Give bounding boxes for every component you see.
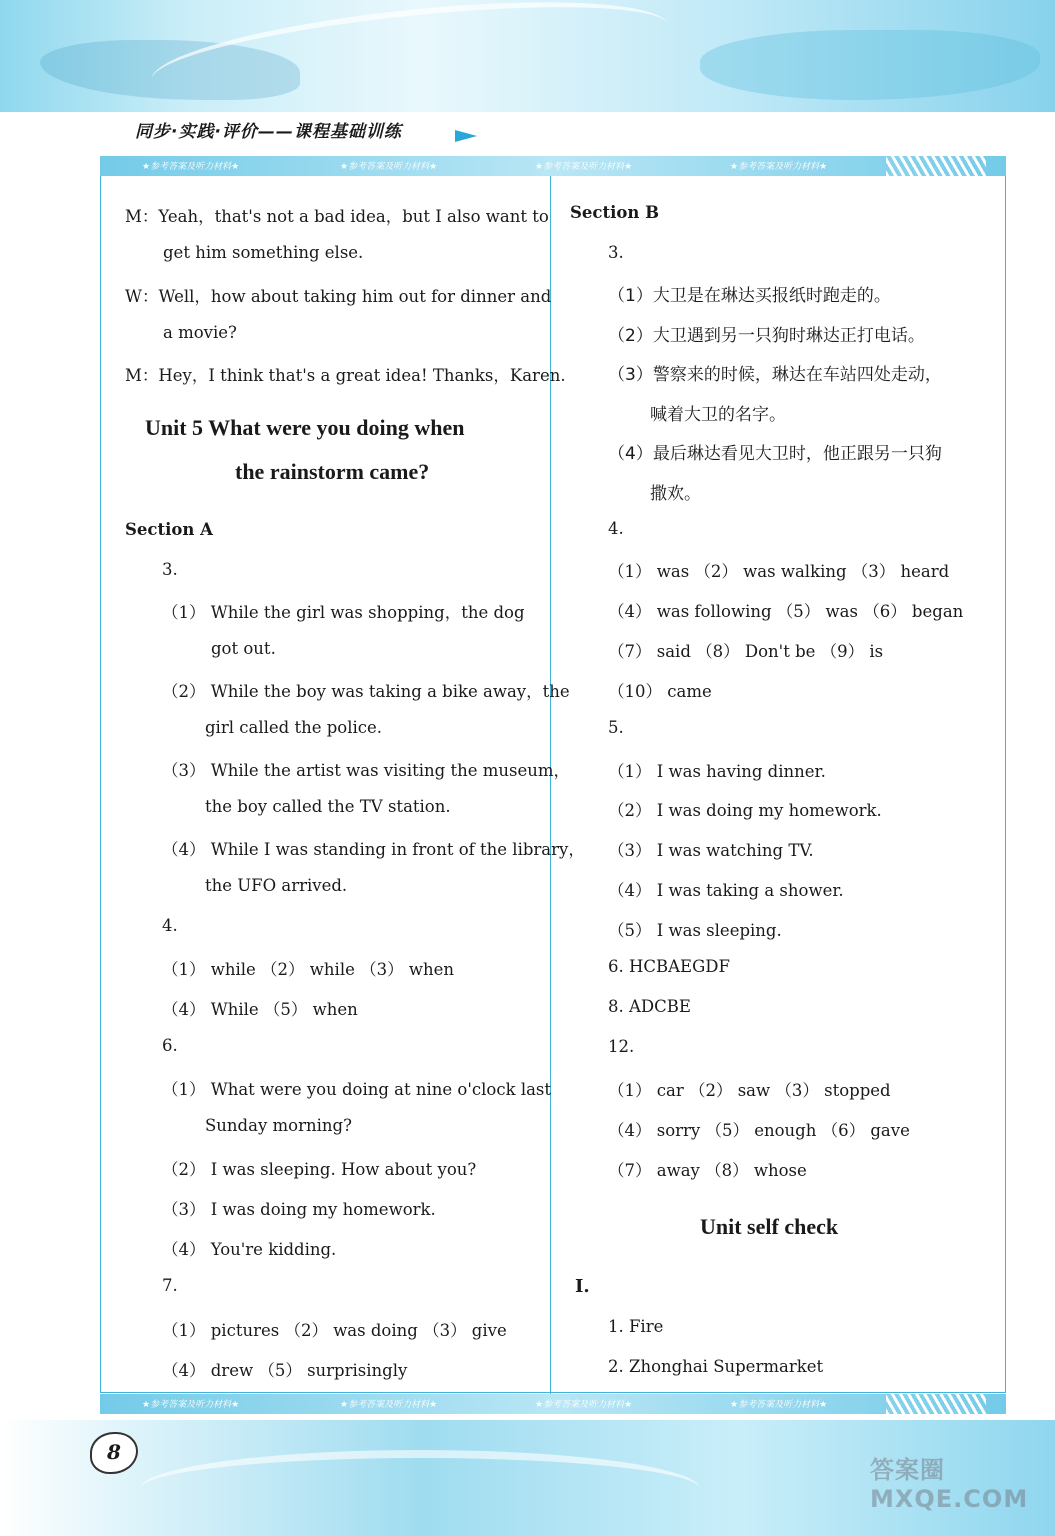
answer-line: the boy called the TV station. [205,797,451,816]
answer-line: （1） I was having dinner. [608,762,826,781]
answer-line: 2. Zhonghai Supermarket [608,1357,824,1376]
question-number: 3. [162,560,178,579]
strip-label: ★参考答案及听力材料★ [340,162,438,172]
question-number: 4. [608,519,624,538]
question-number: 6. [162,1036,178,1055]
dialogue-line: M：Yeah，that's not a bad idea，but I also want to [125,207,549,226]
section-heading: Section B [570,203,660,222]
answer-line: girl called the police. [205,718,383,737]
strip-label: ★参考答案及听力材料★ [142,162,240,172]
answer-line: （1） car （2） saw （3） stopped [608,1081,891,1100]
top-strip [100,156,1006,176]
answer-line: （4） You're kidding. [162,1240,337,1259]
unit-title: the rainstorm came? [235,459,430,484]
answer-line: （7） said （8） Don't be （9） is [608,642,884,661]
answer-line: （5） I was sleeping. [608,921,782,940]
answer-line: 6. HCBAEGDF [608,957,730,976]
roman-numeral: Ⅰ. [575,1276,590,1297]
section-heading: Section A [125,520,213,539]
answer-line: （4） drew （5） surprisingly [162,1361,408,1380]
answer-line: （7） away （8） whose [608,1161,807,1180]
question-number: 12. [608,1037,635,1056]
answer-line: 1. Fire [608,1317,664,1336]
answer-line: 撒欢。 [650,484,701,504]
series-title: 同步·实践·评价——课程基础训练 [135,122,402,142]
top-banner [0,0,1055,112]
question-number: 4. [162,916,178,935]
strip-label: ★参考答案及听力材料★ [730,162,828,172]
answer-line: （4） While I was standing in front of the library， [162,840,585,859]
banner-decoration [140,1450,700,1528]
unit-title: Unit 5 What were you doing when [145,415,465,440]
answer-line: （4）最后琳达看见大卫时，他正跟另一只狗 [608,444,942,464]
answer-line: Sunday morning? [205,1116,352,1135]
hatch-decoration [886,1394,986,1414]
question-number: 5. [608,718,624,737]
answer-line: （4） I was taking a shower. [608,881,844,900]
page-number: 8 [90,1432,138,1474]
answer-line: （2） I was sleeping. How about you? [162,1160,477,1179]
dialogue-line: W：Well，how about taking him out for dinner and [125,287,552,306]
answer-line: （1） while （2） while （3） when [162,960,454,979]
banner-decoration [147,0,673,112]
answer-line: the UFO arrived. [205,876,348,895]
answer-line: （2）大卫遇到另一只狗时琳达正打电话。 [608,326,925,346]
answer-line: got out. [211,639,276,658]
hatch-decoration [886,156,986,176]
strip-label: ★参考答案及听力材料★ [730,1400,828,1410]
answer-line: （1） What were you doing at nine o'clock last [162,1080,552,1099]
answer-line: （1）大卫是在琳达买报纸时跑走的。 [608,286,891,306]
answer-line: （3）警察来的时候，琳达在车站四处走动， [608,365,942,385]
strip-label: ★参考答案及听力材料★ [142,1400,240,1410]
answer-line: （10） came [608,682,712,701]
answer-line: （2） I was doing my homework. [608,801,882,820]
banner-decoration [700,30,1040,100]
dialogue-line: get him something else. [163,243,364,262]
answer-line: 喊着大卫的名字。 [650,405,786,425]
strip-label: ★参考答案及听力材料★ [535,1400,633,1410]
strip-label: ★参考答案及听力材料★ [535,162,633,172]
answer-line: （3） I was doing my homework. [162,1200,436,1219]
dialogue-line: a movie? [163,323,237,342]
column-divider [550,176,551,1394]
bottom-strip [100,1394,1006,1414]
answer-line: （1） pictures （2） was doing （3） give [162,1321,507,1340]
answer-line: （3） While the artist was visiting the museum， [162,761,571,780]
dialogue-line: M：Hey，I think that's a great idea! Thanks，Karen. [125,366,566,385]
answer-line: （3） I was watching TV. [608,841,814,860]
answer-line: （1） While the girl was shopping，the dog [162,603,525,622]
answer-line: （4） was following （5） was （6） began [608,602,964,621]
answer-line: （1） was （2） was walking （3） heard [608,562,950,581]
watermark: 答案圈 MXQE.COM [870,1456,1029,1513]
section-title: Unit self check [700,1214,839,1239]
answer-line: 8. ADCBE [608,997,691,1016]
arrow-icon [455,130,477,142]
answer-line: （4） While （5） when [162,1000,358,1019]
answer-line: （2） While the boy was taking a bike away，the [162,682,570,701]
question-number: 3. [608,243,624,262]
question-number: 7. [162,1276,178,1295]
answer-line: （4） sorry （5） enough （6） gave [608,1121,910,1140]
strip-label: ★参考答案及听力材料★ [340,1400,438,1410]
